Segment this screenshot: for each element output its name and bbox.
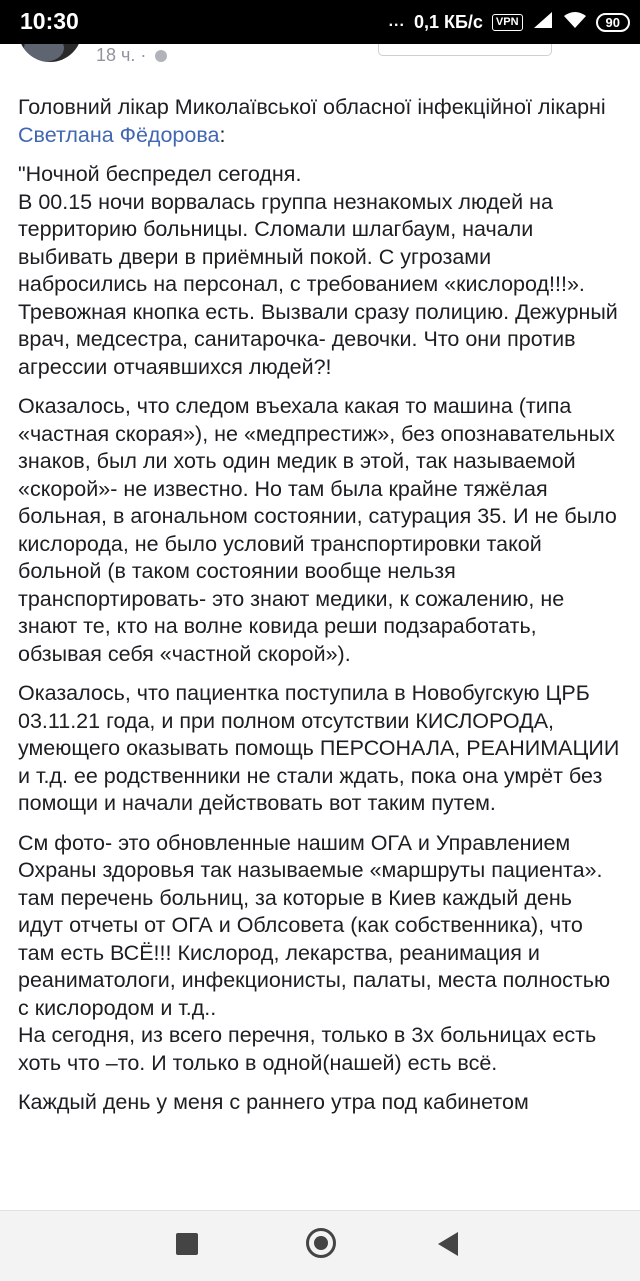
header-action-button[interactable]	[378, 44, 552, 56]
status-icons	[389, 10, 630, 34]
notification-dots: ...	[388, 13, 405, 30]
vpn-icon: VPN	[492, 14, 523, 31]
android-nav-bar	[0, 1210, 640, 1281]
status-bar	[0, 0, 640, 44]
avatar[interactable]	[18, 44, 82, 62]
circle-icon[interactable]	[306, 1228, 336, 1258]
post-paragraph: "Ночной беспредел сегодня. В 00.15 ночи ворвалась группа незнакомых людей на территорию больницы. Сломали шлагбаум, начали выбивать двери в приёмный покой. С угрозами набросились на персонал, с требованием «кислород!!!». Тревожная кнопка есть. Вызвали сразу полицию. Дежурный врач, медсестра, санитарочка- девочки. Что они против агрессии отчаявшихся людей?!	[18, 162, 618, 379]
post-paragraph: Оказалось, что пациентка поступила в Новобугскую ЦРБ 03.11.21 года, и при полном отсутствии КИСЛОРОДА, умеющего оказывать помощь ПЕРСОНАЛА, РЕАНИМАЦИИ и т.д. ее родственники не стали ждать, пока она умрёт без помощи и начали действовать вот таким путем.	[18, 681, 620, 815]
post-paragraph: Каждый день у меня с раннего утра под кабинетом	[18, 1090, 529, 1114]
intro-text: Головний лікар Миколаївської обласної інфекційної лікарні	[18, 95, 606, 119]
post-intro	[18, 94, 622, 149]
content-fade	[0, 1186, 640, 1210]
battery-icon: 90	[596, 13, 630, 32]
signal-icon	[532, 11, 554, 34]
post-body	[18, 94, 622, 1129]
post-header	[0, 44, 640, 80]
author-link[interactable]: Светлана Фёдорова	[18, 122, 220, 147]
post-paragraph: Оказалось, что следом въехала какая то машина (типа «частная скорая»), не «медпрестиж», без опознавательных знаков, был ли хоть один медик в этой, так называемой «скорой»- не известно. Но там была крайне тяжёлая больная, в агональном состоянии, сатурация 35. И не было кислорода, не было условий транспортировки такой больной (в таком состоянии вообще нельзя транспортировать- это знают медики, к сожалению, не знают те, кто на волне ковида реши подзаработать, обзывая себя «частной скорой»).	[18, 394, 617, 666]
triangle-back-icon[interactable]	[438, 1232, 458, 1256]
square-icon[interactable]	[176, 1233, 198, 1255]
network-speed: 0,1 КБ/с	[413, 11, 483, 32]
post-timestamp[interactable]: 18 ч. ·	[96, 45, 167, 66]
intro-colon: :	[219, 122, 226, 147]
globe-icon	[155, 50, 167, 62]
wifi-icon	[563, 11, 587, 34]
post-time-label: 18 ч.	[96, 45, 136, 65]
post-paragraph: См фото- это обновленные нашим ОГА и Управлением Охраны здоровья так называемые «маршруты пациента». там перечень больниц, за которые в Киев каждый день идут отчеты от ОГА и Облсовета (как собственника), что там есть ВСЁ!!! Кислород, лекарства, реанимация и реаниматологи, инфекционисты, палаты, места полностью с кислородом и т.д.. На сегодня, из всего перечня, только в 3х больницах есть хоть что –то. И только в одной(нашей) есть всё.	[18, 830, 611, 1075]
clock: 10:30	[20, 8, 79, 34]
